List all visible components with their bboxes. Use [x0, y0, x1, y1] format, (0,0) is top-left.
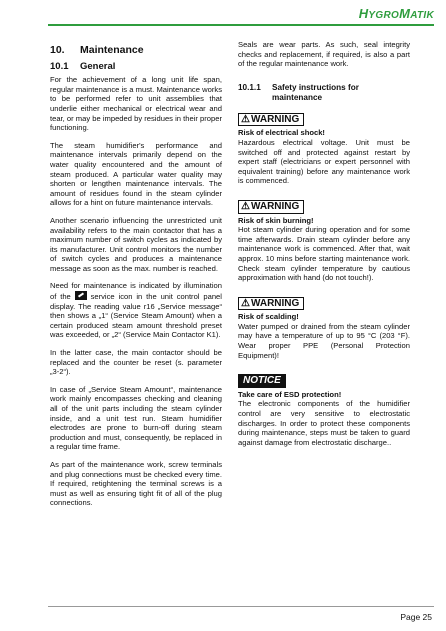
warning-text: Water pumped or drained from the steam cylinder may have a temperature of up to 95 °C (203 °F). Wear proper PPE (Personal Protection Equipment)!	[238, 321, 410, 360]
paragraph: The steam humidifier's performance and maintenance intervals primarily depend on the water quality encountered and the amount of steam produced. A particular water quality may shorten or lengthen maintenance intervals. The amount of residues found in the steam cylinder allows for a hint on future maintenance intervals.	[50, 140, 222, 208]
notice-label: NOTICE	[238, 374, 286, 388]
service-wrench-icon	[75, 291, 87, 300]
paragraph: Another scenario influencing the unrestricted unit availability refers to the main contactor that has a maximum number of switch cycles as indicated by its manufacturer. Unit control monitors the number of switch cycles and produces a maintenance message as soon as the max. number is reached.	[50, 215, 222, 273]
warning-text: Hazardous electrical voltage. Unit must be switched off and protected against restart by expert staff (electricians or expert personnel with equivalent training) before any maintenance work is commenced.	[238, 137, 410, 186]
warning-triangle-icon: ⚠	[241, 297, 250, 309]
footer-rule	[48, 606, 434, 607]
notice-text: The electronic components of the humidifier control are very sensitive to electrostatic discharges. In order to protect these components during maintenance, steps must be taken to guard against damage from electrostatic discharge..	[238, 399, 410, 447]
warning-title: Risk of electrical shock!	[238, 128, 325, 138]
warning-label: ⚠ WARNING	[238, 297, 304, 311]
warning-title: Risk of scalding!	[238, 312, 299, 322]
warning-label: ⚠ WARNING	[238, 200, 304, 214]
warning-block	[238, 297, 410, 361]
header-rule	[48, 24, 434, 26]
paragraph: In the latter case, the main contactor should be replaced and the counter be reset (s. parameter „3-2“).	[50, 348, 222, 377]
paragraph-service-icon: Need for maintenance is indicated by illumination of the service icon in the unit control panel display. The reading value r16 „Service message“ then shows a „1“ (Service Steam Amount) when a certain produced steam amount threshold preset was exceeded, or „2“ (Service Main Contactor K1).	[50, 281, 222, 340]
seals-paragraph: Seals are wear parts. As such, seal integrity checks and replacement, if required, is also a part of the regular maintenance work.	[238, 40, 410, 69]
notice-block	[238, 374, 410, 447]
left-column	[50, 40, 222, 516]
warning-text: Hot steam cylinder during operation and for some time afterwards. Drain steam cylinder before any maintenance work is commenced. After that, wait approx. 10 mins before starting maintenance work. Check steam cylinder temperature by cautious approximation with hand (do not touch!).	[238, 225, 410, 283]
warning-title: Risk of skin burning!	[238, 215, 314, 225]
right-column	[238, 40, 410, 461]
hygromatik-logo: HYGROMATIK	[358, 6, 434, 21]
warning-label: ⚠ WARNING	[238, 113, 304, 127]
notice-title: Take care of ESD protection!	[238, 389, 342, 399]
paragraph: As part of the maintenance work, screw terminals and plug connections must be checked every time. If required, retightening the terminal screws is a must as well as ensuring tight fit of all of the plug connections.	[50, 459, 222, 508]
warning-block	[238, 113, 410, 186]
warning-triangle-icon: ⚠	[241, 113, 250, 125]
paragraph: In case of „Service Steam Amount“, maintenance work mainly encompasses checking and cleaning all of the unit parts including the steam cylinder inside, and a unit test run. Steam humidifier electrodes are prone to burn-off during steam production and must, consequently, be replaced in a regular time frame.	[50, 384, 222, 452]
paragraph: For the achievement of a long unit life span, regular maintenance is a must. Maintenance works to be performed refer to unit assemblies that underlie either mechanical or electrical wear and tear, or may be impeded by residues in their proper functioning.	[50, 75, 222, 133]
page-header	[0, 0, 446, 30]
section-heading: 10. Maintenance	[50, 44, 144, 56]
page-number: Page 25	[400, 612, 432, 622]
subsubsection-heading: 10.1.1 Safety instructions for maintenance	[238, 82, 359, 102]
warning-block	[238, 200, 410, 283]
subsection-heading: 10.1 General	[50, 60, 116, 72]
warning-triangle-icon: ⚠	[241, 200, 250, 212]
